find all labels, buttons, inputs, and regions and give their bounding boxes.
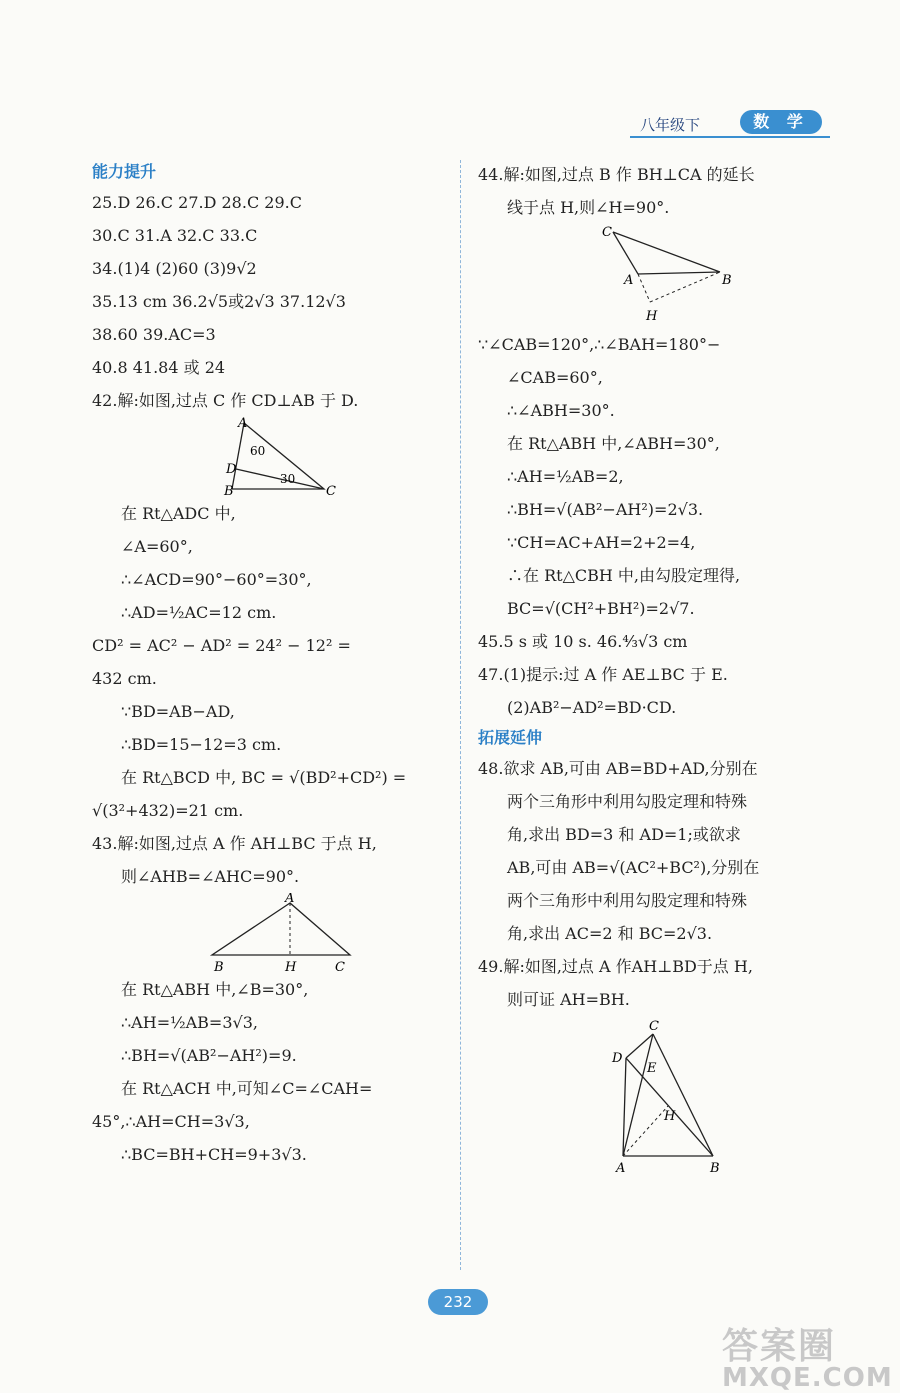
watermark-text: 答案圈 bbox=[722, 1326, 837, 1367]
text-line: 40.8 41.84 或 24 bbox=[92, 358, 226, 377]
label-A: A bbox=[285, 893, 295, 906]
text-line: 48.欲求 AB,可由 AB=BD+AD,分别在 bbox=[478, 759, 758, 778]
triangle-diagram-42 bbox=[92, 417, 444, 497]
angle-60: 60 bbox=[250, 444, 266, 458]
text-line: ∴BH=√(AB²−AH²)=9. bbox=[121, 1046, 297, 1065]
text-line: 35.13 cm 36.2√5或2√3 37.12√3 bbox=[92, 292, 346, 311]
text-line: ∴∠ABH=30°. bbox=[507, 401, 615, 420]
label-A: A bbox=[238, 417, 248, 431]
text-line: ∠CAB=60°, bbox=[507, 368, 603, 387]
text-line: 49.解:如图,过点 A 作AH⊥BD于点 H, bbox=[478, 957, 753, 976]
text-line: 在 Rt△ABH 中,∠ABH=30°, bbox=[507, 434, 720, 453]
solution-42 bbox=[92, 497, 444, 827]
text-line: 在 Rt△ADC 中, bbox=[121, 504, 236, 523]
label-B: B bbox=[722, 273, 732, 288]
header-rule bbox=[630, 136, 830, 138]
text-line: 47.(1)提示:过 A 作 AE⊥BC 于 E. bbox=[478, 665, 728, 684]
quadrilateral-diagram-49 bbox=[478, 1016, 828, 1176]
answer-list bbox=[92, 186, 444, 417]
label-H: H bbox=[664, 1109, 676, 1124]
label-A: A bbox=[624, 273, 634, 288]
text-line: ∴在 Rt△CBH 中,由勾股定理得, bbox=[507, 566, 741, 585]
watermark-url: MXQE.COM bbox=[722, 1363, 893, 1393]
text-line: 角,求出 BD=3 和 AD=1;或欲求 bbox=[507, 825, 741, 844]
text-line: 角,求出 AC=2 和 BC=2√3. bbox=[507, 924, 713, 943]
text-line: ∴BH=√(AB²−AH²)=2√3. bbox=[507, 500, 704, 519]
page-number: 232 bbox=[428, 1289, 488, 1315]
text-line: 34.(1)4 (2)60 (3)9√2 bbox=[92, 259, 257, 278]
text-line: 25.D 26.C 27.D 28.C 29.C bbox=[92, 193, 302, 212]
text-line: ∴AH=½AB=2, bbox=[507, 467, 624, 486]
q43-line: 则∠AHB=∠AHC=90°. bbox=[121, 867, 300, 886]
label-B: B bbox=[710, 1161, 720, 1176]
label-H: H bbox=[646, 309, 658, 324]
text-line: (2)AB²−AD²=BD·CD. bbox=[507, 698, 677, 717]
left-column bbox=[92, 158, 444, 1171]
right-column bbox=[478, 158, 828, 1176]
page-header bbox=[630, 110, 840, 150]
section-title-extension: 拓展延伸 bbox=[478, 728, 543, 747]
text-line: ∴AH=½AB=3√3, bbox=[121, 1013, 258, 1032]
text-line: 45.5 s 或 10 s. 46.⁴⁄₃√3 cm bbox=[478, 632, 688, 651]
label-C: C bbox=[326, 484, 336, 497]
angle-30: 30 bbox=[280, 472, 296, 486]
text-line: 42.解:如图,过点 C 作 CD⊥AB 于 D. bbox=[92, 391, 359, 410]
q43-line: 43.解:如图,过点 A 作 AH⊥BC 于点 H, bbox=[92, 834, 377, 853]
text-line: BC=√(CH²+BH²)=2√7. bbox=[507, 599, 695, 618]
label-E: E bbox=[647, 1061, 657, 1076]
section-title-ability: 能力提升 bbox=[92, 162, 157, 181]
column-divider bbox=[460, 160, 461, 1270]
label-H: H bbox=[285, 960, 297, 973]
triangle-diagram-44 bbox=[478, 224, 828, 328]
text-line: ∴BD=15−12=3 cm. bbox=[121, 735, 282, 754]
text-line: ∠A=60°, bbox=[121, 537, 193, 556]
label-D: D bbox=[226, 462, 237, 477]
figure-49 bbox=[478, 1016, 828, 1176]
figure-43 bbox=[92, 893, 444, 973]
label-A: A bbox=[616, 1161, 626, 1176]
text-line: 在 Rt△ABH 中,∠B=30°, bbox=[121, 980, 309, 999]
text-line: ∴AD=½AC=12 cm. bbox=[121, 603, 277, 622]
watermark-logo bbox=[722, 1318, 893, 1393]
text-line: 在 Rt△BCD 中, BC = √(BD²+CD²) = bbox=[121, 768, 407, 787]
text-line: ∴∠ACD=90°−60°=30°, bbox=[121, 570, 312, 589]
text-line: 在 Rt△ACH 中,可知∠C=∠CAH= bbox=[121, 1079, 373, 1098]
text-line: 两个三角形中利用勾股定理和特殊 bbox=[507, 891, 748, 910]
text-line: 432 cm. bbox=[92, 669, 157, 688]
text-line: ∵CH=AC+AH=2+2=4, bbox=[507, 533, 696, 552]
label-D: D bbox=[612, 1051, 623, 1066]
label-C: C bbox=[602, 225, 612, 240]
q44-line: 44.解:如图,过点 B 作 BH⊥CA 的延长 bbox=[478, 165, 755, 184]
label-C: C bbox=[335, 960, 345, 973]
text-line: 38.60 39.AC=3 bbox=[92, 325, 216, 344]
label-C: C bbox=[649, 1019, 659, 1034]
text-line: 两个三角形中利用勾股定理和特殊 bbox=[507, 792, 748, 811]
text-line: 45°,∴AH=CH=3√3, bbox=[92, 1112, 250, 1131]
grade-label: 八年级下 bbox=[640, 116, 701, 134]
text-line: CD² = AC² − AD² = 24² − 12² = bbox=[92, 636, 351, 655]
subject-badge: 数 学 bbox=[740, 110, 822, 134]
label-B: B bbox=[214, 960, 224, 973]
solution-44-47 bbox=[478, 328, 828, 724]
text-line: 30.C 31.A 32.C 33.C bbox=[92, 226, 258, 245]
text-line: ∵∠CAB=120°,∴∠BAH=180°− bbox=[478, 335, 721, 354]
figure-44 bbox=[478, 224, 828, 328]
text-line: 则可证 AH=BH. bbox=[507, 990, 630, 1009]
label-B: B bbox=[224, 484, 234, 497]
text-line: AB,可由 AB=√(AC²+BC²),分别在 bbox=[507, 858, 760, 877]
solution-48-49 bbox=[478, 752, 828, 1016]
triangle-diagram-43 bbox=[92, 893, 444, 973]
q44-line: 线于点 H,则∠H=90°. bbox=[507, 198, 670, 217]
text-line: ∵BD=AB−AD, bbox=[121, 702, 235, 721]
text-line: ∴BC=BH+CH=9+3√3. bbox=[121, 1145, 307, 1164]
text-line: √(3²+432)=21 cm. bbox=[92, 801, 244, 820]
solution-43 bbox=[92, 973, 444, 1171]
figure-42 bbox=[92, 417, 444, 497]
